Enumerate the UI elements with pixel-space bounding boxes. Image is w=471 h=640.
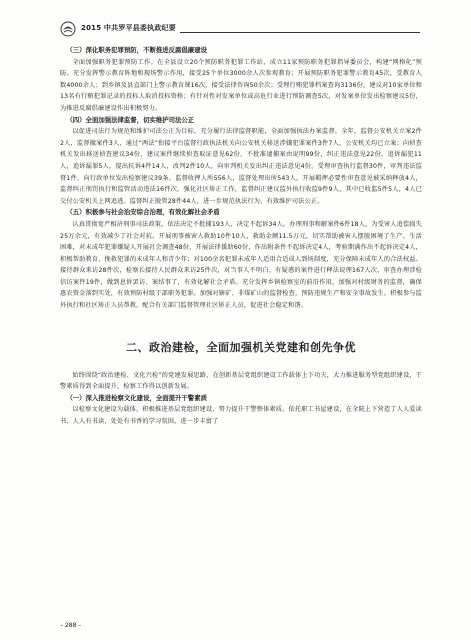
body-paragraph: 全面加强职务犯罪预防工作。在全县设立20个预防职务犯罪工作站，成立11家预防职务犯罪指导委员会，构建“网格化”预防。充分发挥警示教育阵地和现场警示作用，接受25个单位3000余人次参观教育；开展预防职务犯罪警示教育45次，受教育人数4000余人；到乡镇及县直部门上警示教育课16次，接受法律咨询50余次；受理行贿犯罪档案查询3136份，建议对10家单位和13名有行贿犯罪记录的投标人取消投标资格；有针对性对发案单位或高危行业进行预防调查5次，对发案单位发出检察建议5份，为推进反腐倡廉建设作出积极努力。	[60, 58, 422, 112]
ornament-logo-icon	[60, 21, 76, 37]
section-heading: （一）深入推进检察文化建设，全面提升干警素质	[66, 393, 207, 402]
page-header	[60, 20, 420, 38]
section-heading: （五）积极参与社会治安综合治理，有效化解社会矛盾	[66, 208, 220, 217]
header-rule	[180, 32, 420, 33]
body-paragraph: 以促进司法行为规范和维护司法公正为目标，充分履行法律监督职能，全面加强执法办案监督。全年，监督公安机关立案2件2人，监督撤案件3人，通过“两法”衔接平台监督行政执法机关向公安机关移送涉嫌犯罪案件3件7人，公安机关均已立案；向侦查机关发出移送侦查建议34份，建议案件继续侦查取证意见62份，不批准逮捕案由说明99份，纠正违法意见22份。追诉漏犯11人，追诉漏罪5人，提出抗诉4件14人，改判2件10人，向审判机关发出纠正违法意见4份。受理审查执行监督30件，审判违法监督1件，向行政单位发出检察建议39条。监督收押人所556人，监督处理出所543人，开展羁押必要性审查意见被采纳释放4人，监督纠正刑罚执行和监管活动违法16件次。强化社区矫正工作，监督纠正建议监外执行收监9件9人，其中已收监5件5人，4人已交付公安机关上网追逃。监督纠正脱管28件44人，进一步规范执法行为，有效维护司法公正。	[60, 128, 422, 205]
body-paragraph: 始终围绕“政治建检、文化兴检”的党建发展思路，在创新基层党组织建设工作载体上下功夫，大力推进服务型党组织建设，干警素质得到全面提升，检察工作得以创新发展。	[60, 371, 422, 391]
body-paragraph: 认真贯彻宽严相济刑事司法政策，依法决定不批捕193人，决定不起诉34人。办理刑事和解案件6件18人，为受害人追偿损失25万余元，有效减少了社会对抗。开展刑事被害人救助10件10人，救助金额11.5万元，切实帮助被害人摆脱困境了生产、生活困难，对未成年犯罪嫌疑人开展社会调查48份，开展法律援助60份，作出附条件不起诉决定4人，考验期满作出不起诉决定4人，积极帮助教育、挽救犯罪的未成年人和青少年；对100余名犯罪未成年人适用合适成人到场制度，充分保障未成年人的合法权益。接待群众来访28件次，检察长接待人民群众来访25件次，对当事人不明白、有疑惑的案件进行释法说理167人次，审查办理涉检信访案件19件，做到息诉罢访、案结事了，有效化解社会矛盾。充分发挥乡镇检察室的前沿作用，加强对村级财务的监督，确保惠农资金落到实处，有效预防村级干部职务犯罪。加强对辖矿、非煤矿山的监督检查，预防违规生产和安全事故发生。积极参与监外执行和社区矫正人员帮教，配合有关部门监督管理社区矫正人员，促进社会稳定和谐。	[60, 220, 422, 310]
page-body	[60, 45, 422, 428]
page-number: – 288 –	[60, 622, 82, 629]
section-heading: （四）全面加强法律监督，切实维护司法公正	[66, 115, 195, 124]
body-paragraph: 以检察文化建设为载体，积极推进基层党组织建设，努力提升干警整体素质。依托职工书屋建设，在全院上下营造了人人爱读书、人人有书读，处处有书香的学习氛围，进一步丰富了	[60, 406, 422, 426]
chapter-heading: 二、政治建检，全面加强机关党建和创先争优	[126, 340, 356, 354]
running-title: 2015 中共罗平县委执政纪要	[81, 24, 176, 32]
section-heading: （三）深化职务犯罪预防，不断推进反腐倡廉建设	[66, 46, 207, 54]
